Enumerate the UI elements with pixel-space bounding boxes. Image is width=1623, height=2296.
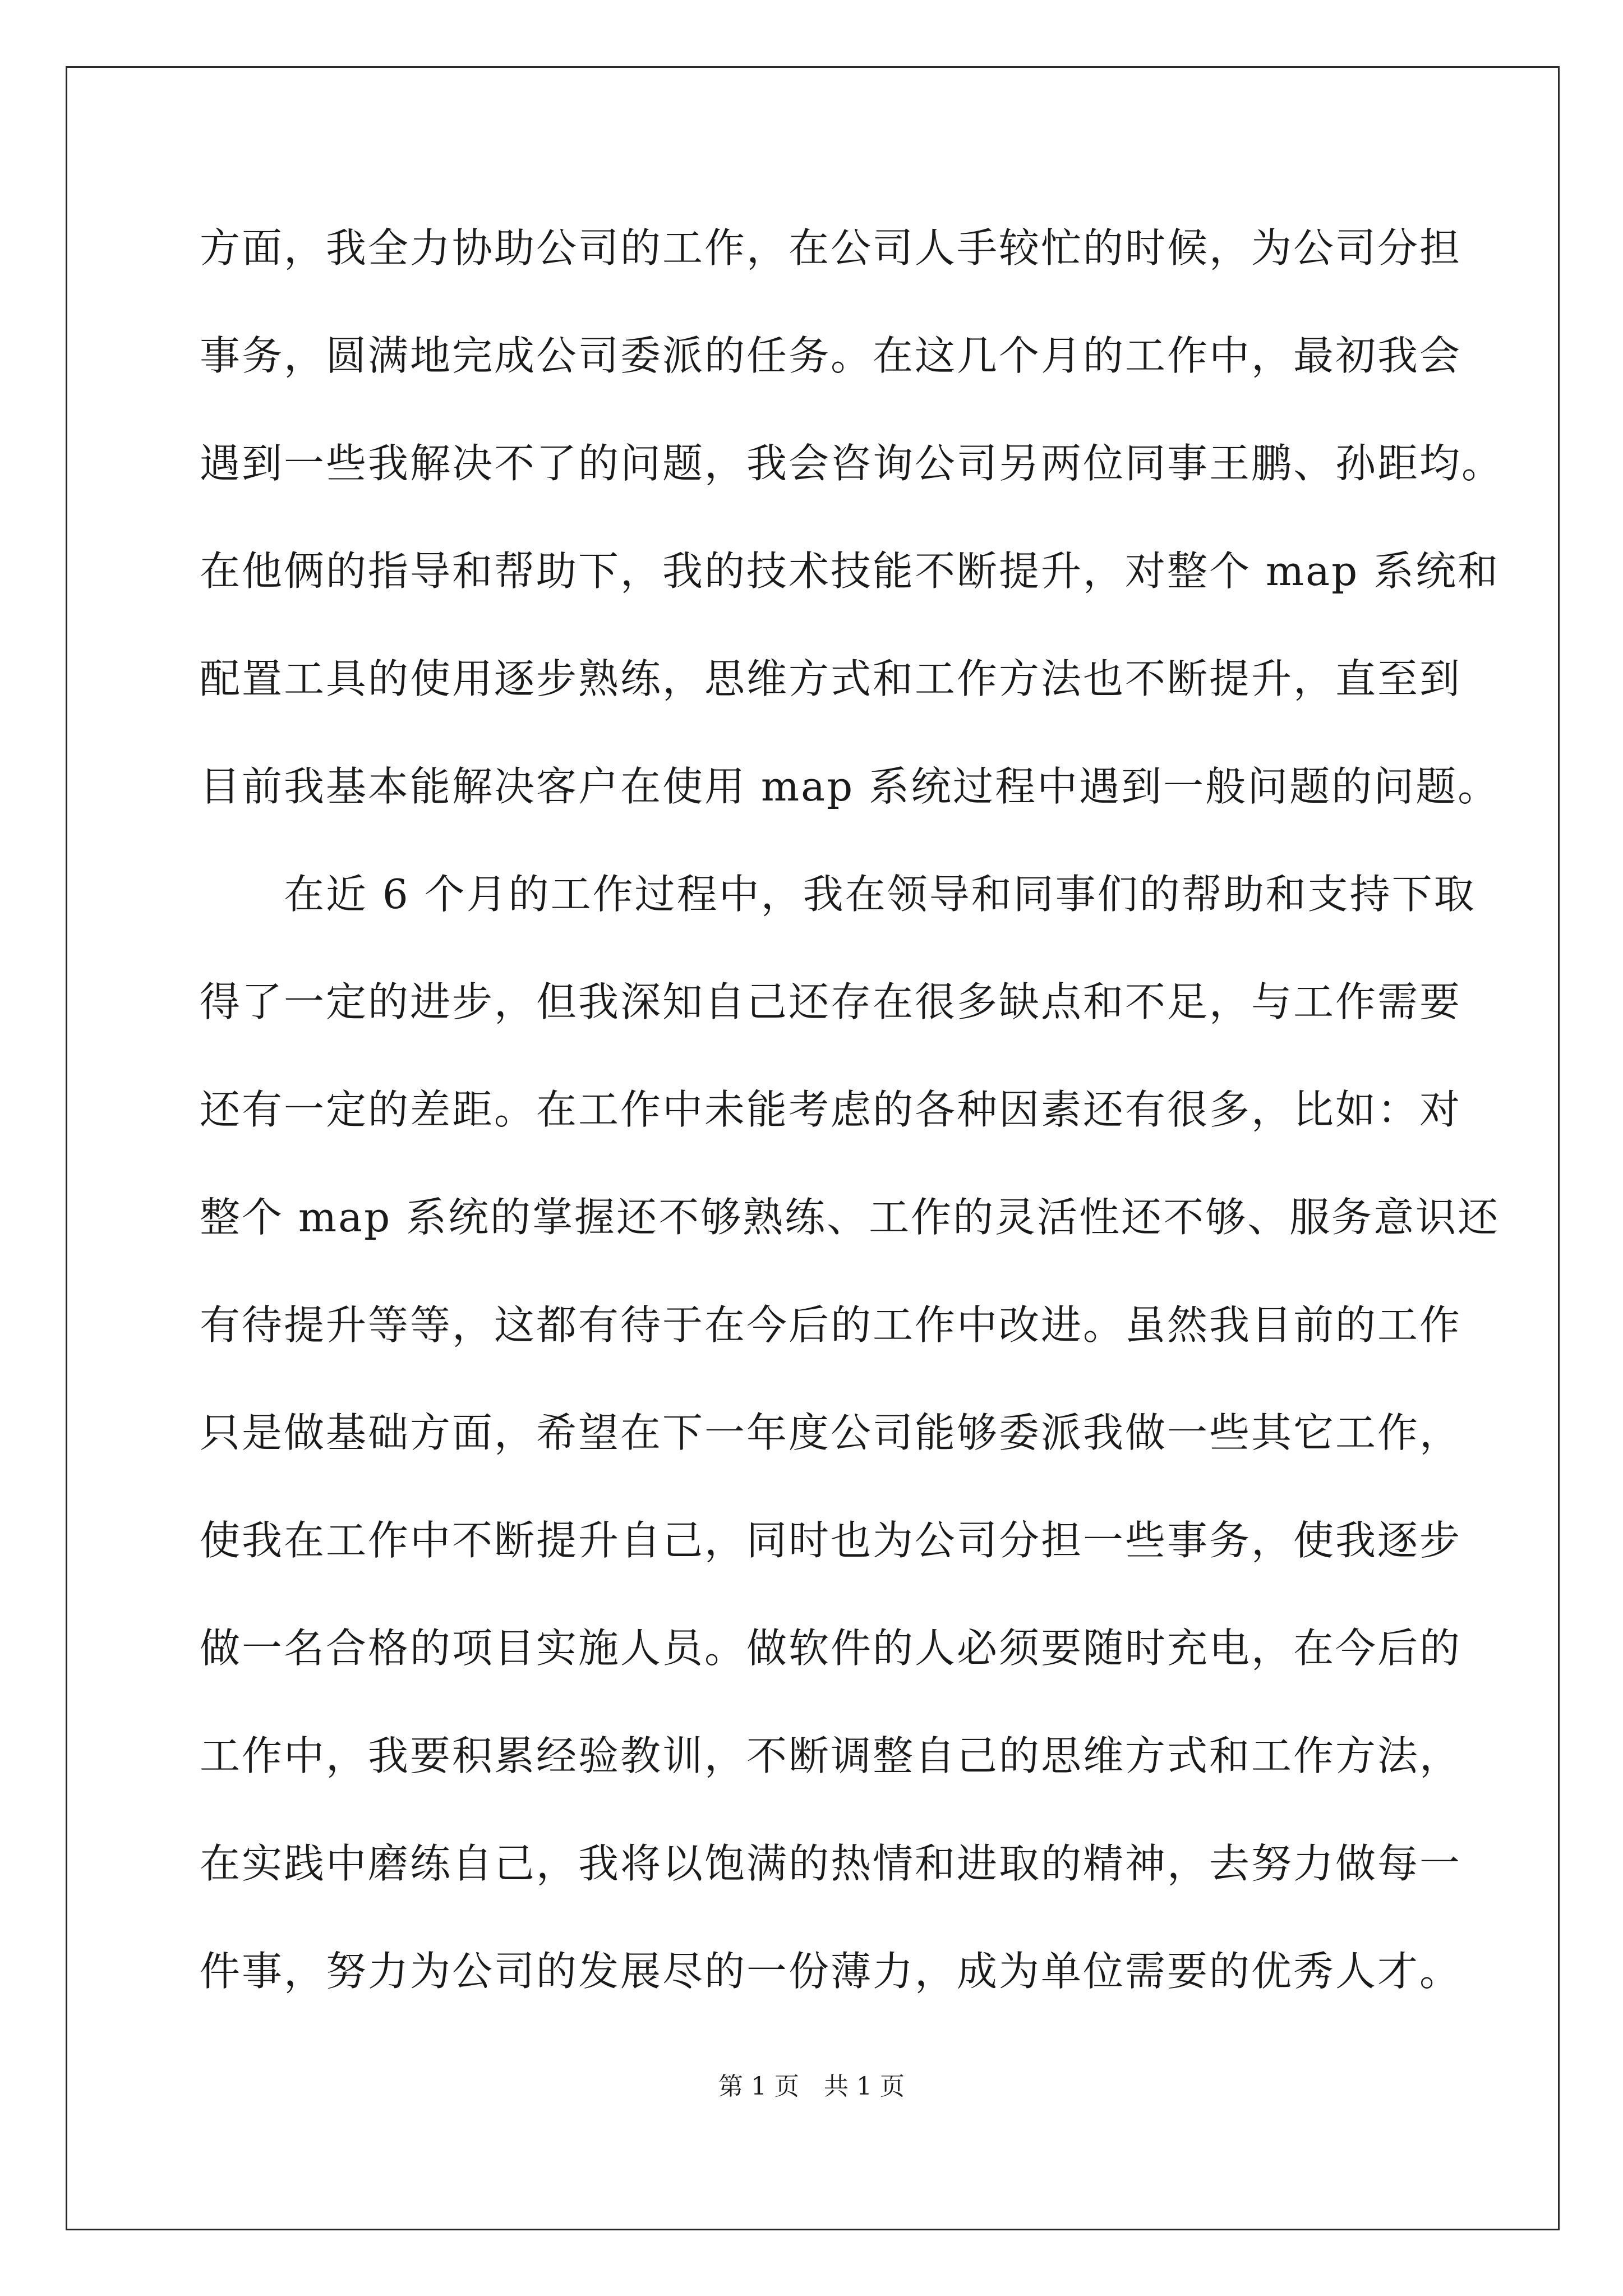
text-line: 做一名合格的项目实施人员。做软件的人必须要随时充电，在今后的: [200, 1625, 1462, 1672]
text-line: 目前我基本能解决客户在使用 map 系统过程中遇到一般问题的问题。: [200, 763, 1500, 810]
text-line: 使我在工作中不断提升自己，同时也为公司分担一些事务，使我逐步: [200, 1517, 1462, 1564]
text-line: 事务，圆满地完成公司委派的任务。在这几个月的工作中，最初我会: [200, 332, 1462, 379]
text-line: 在他俩的指导和帮助下，我的技术技能不断提升，对整个 map 系统和: [200, 547, 1500, 595]
text-line: 有待提升等等，这都有待于在今后的工作中改进。虽然我目前的工作: [200, 1301, 1462, 1349]
text-line: 工作中，我要积累经验教训，不断调整自己的思维方式和工作方法，: [200, 1732, 1462, 1779]
document-body: [200, 209, 1504, 2040]
page-number: 第 1 页 共 1 页: [718, 2072, 905, 2101]
text-line: 还有一定的差距。在工作中未能考虑的各种因素还有很多，比如：对: [200, 1086, 1462, 1133]
text-line: 件事，努力为公司的发展尽的一份薄力，成为单位需要的优秀人才。: [200, 1948, 1462, 1995]
text-line: 在近 6 个月的工作过程中，我在领导和同事们的帮助和支持下取: [200, 871, 1476, 918]
text-line: 在实践中磨练自己，我将以饱满的热情和进取的精神，去努力做每一: [200, 1840, 1462, 1887]
text-line: 遇到一些我解决不了的问题，我会咨询公司另两位同事王鹏、孙距均。: [200, 440, 1504, 487]
text-line: 方面，我全力协助公司的工作，在公司人手较忙的时候，为公司分担: [200, 224, 1462, 272]
text-line: 只是做基础方面，希望在下一年度公司能够委派我做一些其它工作，: [200, 1409, 1462, 1456]
text-line: 得了一定的进步，但我深知自己还存在很多缺点和不足，与工作需要: [200, 978, 1462, 1025]
text-line: 配置工具的使用逐步熟练，思维方式和工作方法也不断提升，直至到: [200, 655, 1462, 702]
text-line: 整个 map 系统的掌握还不够熟练、工作的灵活性还不够、服务意识还: [200, 1194, 1500, 1241]
